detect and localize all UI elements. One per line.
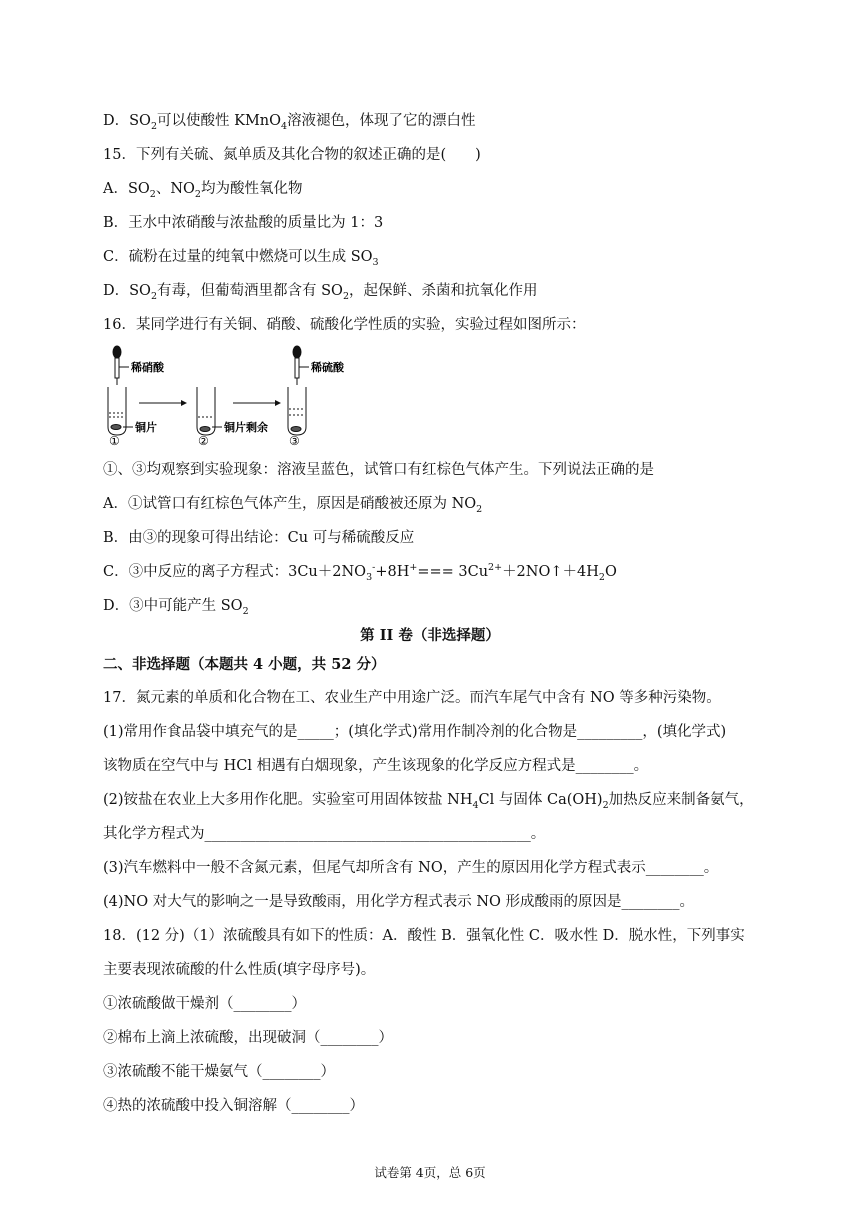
option-a-q15: A．$SO_2$、$NO_2$均为酸性氧化物 [103, 181, 303, 200]
q17-part-1: (1)常用作食品袋中填充气的是_____；(填化学式)常用作制冷剂的化合物是_________，(填化学式) [103, 724, 727, 740]
label-copper: 铜片 [135, 421, 157, 434]
option-d-q15: D．$SO_2$有毒，但葡萄酒里都含有 $SO_2$，起保鲜、杀菌和抗氧化作用 [103, 283, 538, 302]
option-d-q14: D．$SO_2$可以使酸性 KMnO$_4$溶液褪色，体现了它的漂白性 [103, 113, 476, 132]
q18-item-3: ③浓硫酸不能干燥氨气（________） [103, 1064, 335, 1080]
test-tube-3 [288, 387, 306, 435]
q18-item-4: ④热的浓硫酸中投入铜溶解（________） [103, 1098, 364, 1114]
section-title: 第 II 卷（非选择题） [360, 627, 500, 644]
q17-part-2-cont: 其化学方程式为_____________________________________________。 [103, 826, 546, 842]
dropper-3 [293, 346, 301, 385]
question-17: 17．氮元素的单质和化合物在工、农业生产中用途广泛。而汽车尾气中含有 NO 等多种污染物。 [103, 690, 721, 706]
section-heading: 二、非选择题（本题共 4 小题，共 52 分） [103, 656, 386, 673]
arrow-2 [233, 400, 281, 406]
tube-number-3: ③ [289, 434, 300, 447]
experiment-diagram [101, 343, 381, 447]
label-acid1: 稀硝酸 [131, 361, 164, 374]
option-b-q15: B．王水中浓硝酸与浓盐酸的质量比为 1：3 [103, 215, 384, 231]
label-copper-left: 铜片剩余 [224, 421, 268, 434]
dropper-1 [113, 346, 121, 385]
question-18-cont: 主要表现浓硫酸的什么性质(填字母序号)。 [103, 962, 376, 978]
q17-part-3: (3)汽车燃料中一般不含氮元素，但尾气却所含有 NO，产生的原因用化学方程式表示________。 [103, 860, 719, 876]
question-15: 15．下列有关硫、氮单质及其化合物的叙述正确的是( ) [103, 147, 481, 163]
q18-item-1: ①浓硫酸做干燥剂（________） [103, 996, 306, 1012]
q17-part-1-cont: 该物质在空气中与 HCl 相遇有白烟现象，产生该现象的化学反应方程式是________。 [103, 758, 649, 774]
q18-item-2: ②棉布上滴上浓硫酸，出现破洞（________） [103, 1030, 393, 1046]
q16-observation: ①、③均观察到实验现象：溶液呈蓝色，试管口有红棕色气体产生。下列说法正确的是 [103, 462, 654, 478]
tube-number-2: ② [198, 434, 209, 447]
q17-part-4: (4)NO 对大气的影响之一是导致酸雨，用化学方程式表示 NO 形成酸雨的原因是________。 [103, 894, 695, 910]
option-c-q16: C．③中反应的离子方程式：$3Cu+2NO_3^-+8H^+===$ $3Cu^{2+}+2NO↑+4H_2O$ [103, 562, 617, 583]
test-tube-1 [108, 387, 126, 435]
option-a-q16: A．①试管口有红棕色气体产生，原因是硝酸被还原为 $NO_2$ [103, 496, 483, 515]
question-16: 16．某同学进行有关铜、硝酸、硫酸化学性质的实验，实验过程如图所示： [103, 317, 586, 333]
question-18: 18．(12 分)（1）浓硫酸具有如下的性质：A．酸性 B．强氧化性 C．吸水性 D．脱水性，下列事实 [103, 928, 745, 944]
test-tube-2 [197, 387, 215, 435]
page-footer: 试卷第 4页，总 6页 [374, 1165, 486, 1180]
option-d-q16: D．③中可能产生 $SO_2$ [103, 598, 249, 617]
label-acid2: 稀硫酸 [311, 361, 344, 374]
option-b-q16: B．由③的现象可得出结论：Cu 可与稀硫酸反应 [103, 530, 415, 546]
q17-part-2: (2)铵盐在农业上大多用作化肥。实验室可用固体铵盐 $NH_4Cl$ 与固体 $Ca(OH)_2$加热反应来制备氨气， [103, 792, 754, 811]
option-c-q15: C．硫粉在过量的纯氧中燃烧可以生成 $SO_3$ [103, 249, 379, 268]
arrow-1 [139, 400, 187, 406]
tube-number-1: ① [109, 434, 120, 447]
